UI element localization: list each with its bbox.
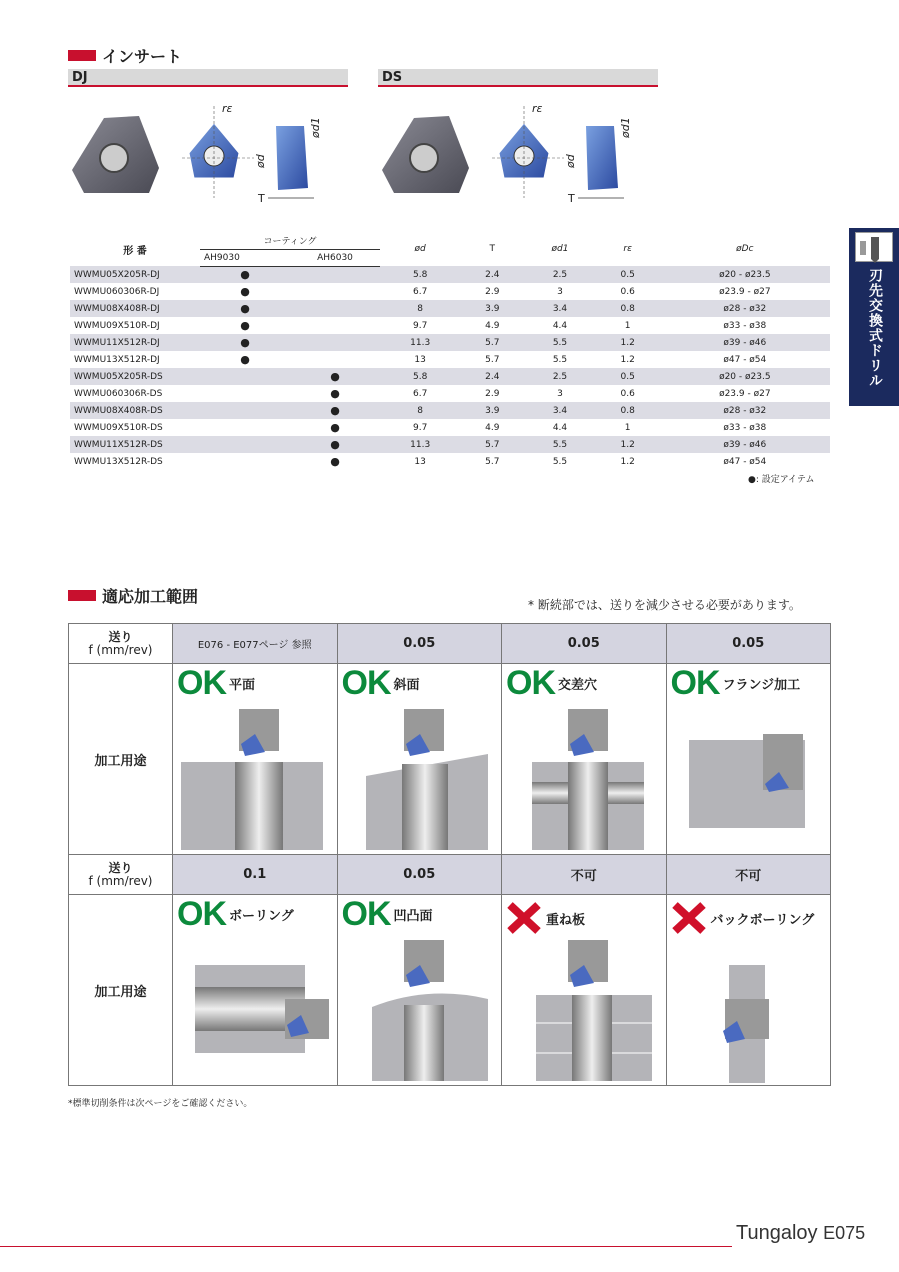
spec-cell-dc: ø47 - ø54 xyxy=(723,354,767,365)
footnote: *標準切削条件は次ページをご確認ください。 xyxy=(68,1099,253,1109)
spec-row xyxy=(70,419,830,436)
ds-t-label: T xyxy=(568,192,575,205)
feed-row-1 xyxy=(69,624,831,664)
spec-cell-model: WWMU05X205R-DS xyxy=(70,368,200,385)
ds-d1-label: ød1 xyxy=(619,117,632,138)
application-label: 凹凸面 xyxy=(393,909,433,924)
spec-cell-c2 xyxy=(290,351,380,368)
spec-cell-dc: ø47 - ø54 xyxy=(723,456,767,467)
spec-cell-d1: 3.4 xyxy=(524,402,595,419)
ds-insert-illustration xyxy=(374,98,664,210)
ok-mark xyxy=(670,664,801,702)
spec-cell-model: WWMU060306R-DJ xyxy=(74,286,160,297)
app-cell-back-boring xyxy=(667,895,831,1085)
spec-cell-re: 1 xyxy=(624,422,631,433)
app-row-1 xyxy=(69,664,831,855)
ok-text: OK xyxy=(177,895,226,933)
spec-cell-c1: ● xyxy=(240,319,250,332)
h-re: rε xyxy=(623,244,632,254)
spec-cell-t: 3.9 xyxy=(460,300,524,317)
spec-cell-c2 xyxy=(290,317,380,334)
spec-cell-dc: ø28 - ø32 xyxy=(660,300,830,317)
spec-table xyxy=(70,232,830,470)
spec-cell-dc: ø23.9 - ø27 xyxy=(719,388,771,399)
app-cell-uneven xyxy=(338,895,502,1085)
ok-text: OK xyxy=(670,664,720,702)
brand-name: Tungaloy xyxy=(736,1222,818,1244)
spec-cell-c2 xyxy=(290,283,380,300)
spec-cell-t: 5.7 xyxy=(460,436,524,453)
spec-cell-d: 11.3 xyxy=(380,436,460,453)
subhead-dj: DJ xyxy=(68,69,348,87)
spec-cell-t: 5.7 xyxy=(485,354,500,365)
spec-cell-re: 1.2 xyxy=(596,436,660,453)
spec-cell-dc: ø33 - ø38 xyxy=(723,422,767,433)
spec-cell-d1: 5.5 xyxy=(552,354,568,365)
app-cell-cross-hole xyxy=(502,664,666,854)
spec-cell-d: 5.8 xyxy=(380,266,460,283)
h-dc: øDc xyxy=(736,244,754,254)
dj-insert-illustration xyxy=(64,98,354,210)
spec-cell-c1: ● xyxy=(200,266,290,283)
spec-cell-dc: ø23.9 - ø27 xyxy=(719,286,771,297)
h-ah6030: AH6030 xyxy=(290,249,380,266)
feed-cell: 0.05 xyxy=(666,624,831,664)
spec-cell-d1: 4.4 xyxy=(552,320,568,331)
feed-cell: 0.05 xyxy=(337,855,502,895)
spec-cell-d1: 2.5 xyxy=(524,266,595,283)
ng-cross-icon xyxy=(671,901,815,935)
dj-re-label: rε xyxy=(222,102,233,115)
spec-cell-c2: ● xyxy=(330,421,340,434)
spec-cell-d1: 2.5 xyxy=(524,368,595,385)
spec-cell-re: 0.5 xyxy=(596,266,660,283)
spec-cell-model: WWMU08X408R-DJ xyxy=(70,300,200,317)
spec-cell-t: 5.7 xyxy=(485,456,500,467)
spec-cell-d: 13 xyxy=(414,354,426,365)
spec-cell-c2: ● xyxy=(290,402,380,419)
spec-cell-d1: 5.5 xyxy=(524,436,595,453)
spec-row xyxy=(70,334,830,351)
spec-cell-d: 6.7 xyxy=(412,388,428,399)
spec-cell-c1: ● xyxy=(240,353,250,366)
spec-cell-re: 1 xyxy=(624,320,631,331)
spec-cell-model: WWMU13X512R-DS xyxy=(74,456,163,467)
ok-mark xyxy=(177,664,256,702)
spec-cell-model: WWMU05X205R-DJ xyxy=(70,266,200,283)
feed-label xyxy=(69,624,173,664)
feed-label xyxy=(69,855,173,895)
application-label: 重ね板 xyxy=(546,912,586,928)
spec-cell-re: 0.6 xyxy=(620,286,635,297)
spec-cell-c2: ● xyxy=(330,455,340,468)
spec-cell-c2 xyxy=(290,334,380,351)
spec-cell-d1: 5.5 xyxy=(524,334,595,351)
spec-row xyxy=(70,436,830,453)
spec-cell-d1: 3.4 xyxy=(524,300,595,317)
spec-cell-t: 5.7 xyxy=(460,334,524,351)
ng-cross-icon xyxy=(506,901,585,935)
app-cell-stacked-plates xyxy=(502,895,666,1085)
drill-icon xyxy=(855,232,893,262)
page-number: E075 xyxy=(823,1223,866,1243)
feed-label-unit: f (mm/rev) xyxy=(88,873,153,888)
feed-cell: 0.05 xyxy=(337,624,502,664)
spec-cell-c2 xyxy=(290,266,380,283)
spec-row xyxy=(70,300,830,317)
ok-mark xyxy=(177,895,294,933)
cross-icon xyxy=(506,901,542,935)
spec-cell-dc: ø28 - ø32 xyxy=(660,402,830,419)
spec-cell-d: 8 xyxy=(380,300,460,317)
spec-row xyxy=(70,368,830,385)
spec-cell-model: WWMU08X408R-DS xyxy=(70,402,200,419)
interrupted-note: * 断続部では、送りを減少させる必要があります。 xyxy=(528,598,801,612)
spec-cell-d1: 5.5 xyxy=(552,456,568,467)
section-title-text: インサート xyxy=(102,47,183,66)
spec-row xyxy=(70,317,830,334)
feed-cell: 不可 xyxy=(666,855,831,895)
section-title-text: 適応加工範囲 xyxy=(102,587,199,606)
spec-cell-d: 11.3 xyxy=(380,334,460,351)
spec-cell-re: 0.6 xyxy=(620,388,635,399)
spec-cell-c1 xyxy=(200,436,290,453)
spec-cell-d: 8 xyxy=(380,402,460,419)
spec-cell-c2 xyxy=(290,300,380,317)
spec-cell-c2: ● xyxy=(330,387,340,400)
spec-cell-d: 13 xyxy=(414,456,426,467)
app-cell-slope xyxy=(338,664,502,854)
spec-cell-t: 2.4 xyxy=(460,266,524,283)
spec-cell-model: WWMU11X512R-DS xyxy=(70,436,200,453)
spec-cell-d: 6.7 xyxy=(412,286,428,297)
spec-cell-c1 xyxy=(200,402,290,419)
application-label: 交差穴 xyxy=(558,678,598,693)
feed-label-main: 送り xyxy=(108,629,133,644)
spec-cell-model: WWMU13X512R-DJ xyxy=(74,354,160,365)
app-label: 加工用途 xyxy=(69,895,173,1086)
ok-text: OK xyxy=(177,664,226,702)
ok-mark xyxy=(341,895,433,933)
side-tab xyxy=(849,228,899,406)
section-marker xyxy=(68,50,96,61)
h-d1: ød1 xyxy=(551,244,569,254)
spec-row xyxy=(70,453,830,470)
spec-cell-d: 5.8 xyxy=(380,368,460,385)
spec-cell-re: 1.2 xyxy=(620,456,635,467)
ok-text: OK xyxy=(506,664,555,702)
spec-cell-re: 1.2 xyxy=(620,354,635,365)
spec-cell-re: 1.2 xyxy=(596,334,660,351)
spec-cell-c1 xyxy=(200,453,290,470)
ds-d-label: ød xyxy=(564,154,577,168)
subhead-ds: DS xyxy=(378,69,658,87)
h-t: T xyxy=(489,244,496,254)
h-coating: コーティング xyxy=(200,232,380,249)
spec-cell-c1 xyxy=(200,368,290,385)
application-label: ボーリング xyxy=(229,909,294,924)
spec-cell-model: WWMU09X510R-DS xyxy=(74,422,163,433)
application-label: 平面 xyxy=(229,678,256,693)
ds-re-label: rε xyxy=(532,102,543,115)
spec-row xyxy=(70,283,830,300)
section-marker xyxy=(68,590,96,601)
application-label: フランジ加工 xyxy=(722,678,801,693)
spec-cell-c1: ● xyxy=(240,285,250,298)
spec-cell-d1: 3 xyxy=(557,388,563,399)
spec-legend: ●: 設定アイテム xyxy=(748,475,815,485)
app-row-2 xyxy=(69,895,831,1086)
spec-cell-c1 xyxy=(200,385,290,402)
feed-cell: E076 - E077ページ 参照 xyxy=(173,624,338,664)
spec-cell-c1: ● xyxy=(200,300,290,317)
spec-row xyxy=(70,351,830,368)
spec-cell-d1: 3 xyxy=(557,286,563,297)
h-model: 形 番 xyxy=(123,245,147,257)
spec-cell-dc: ø20 - ø23.5 xyxy=(660,368,830,385)
spec-cell-dc: ø20 - ø23.5 xyxy=(660,266,830,283)
ok-mark xyxy=(506,664,598,702)
spec-cell-c2: ● xyxy=(290,368,380,385)
feed-cell: 0.1 xyxy=(173,855,338,895)
application-label: バックボーリング xyxy=(710,912,815,928)
feed-label-main: 送り xyxy=(108,860,133,875)
spec-cell-t: 2.9 xyxy=(485,388,500,399)
cross-icon xyxy=(671,901,707,935)
h-ah9030: AH9030 xyxy=(200,249,290,266)
spec-cell-re: 0.8 xyxy=(596,300,660,317)
spec-cell-re: 0.8 xyxy=(596,402,660,419)
spec-row xyxy=(70,266,830,283)
spec-cell-dc: ø39 - ø46 xyxy=(660,334,830,351)
spec-row xyxy=(70,402,830,419)
footer-rule xyxy=(0,1246,732,1247)
spec-cell-d: 9.7 xyxy=(412,320,428,331)
spec-cell-model: WWMU09X510R-DJ xyxy=(74,320,160,331)
app-label: 加工用途 xyxy=(69,664,173,855)
spec-cell-model: WWMU11X512R-DJ xyxy=(70,334,200,351)
spec-cell-c1: ● xyxy=(200,334,290,351)
spec-cell-d1: 4.4 xyxy=(552,422,568,433)
dj-d-label: ød xyxy=(254,154,267,168)
spec-row xyxy=(70,385,830,402)
feed-cell: 0.05 xyxy=(502,624,667,664)
dj-d1-label: ød1 xyxy=(309,117,322,138)
section-title-insert xyxy=(68,44,182,67)
ok-text: OK xyxy=(341,664,391,702)
spec-cell-t: 4.9 xyxy=(485,320,500,331)
feed-row-2 xyxy=(69,855,831,895)
spec-cell-t: 2.4 xyxy=(460,368,524,385)
h-d: ød xyxy=(414,244,426,254)
ok-mark xyxy=(341,664,420,702)
spec-cell-c1 xyxy=(200,419,290,436)
application-table xyxy=(68,623,831,1086)
spec-cell-model: WWMU060306R-DS xyxy=(74,388,163,399)
spec-cell-t: 2.9 xyxy=(485,286,500,297)
application-label: 斜面 xyxy=(393,678,420,693)
spec-cell-t: 4.9 xyxy=(485,422,500,433)
app-cell-flange xyxy=(667,664,831,854)
spec-cell-dc: ø33 - ø38 xyxy=(723,320,767,331)
section-title-application xyxy=(68,584,198,607)
ok-text: OK xyxy=(341,895,391,933)
dj-t-label: T xyxy=(258,192,265,205)
spec-cell-c2: ● xyxy=(290,436,380,453)
app-cell-face xyxy=(173,664,337,854)
spec-cell-dc: ø39 - ø46 xyxy=(660,436,830,453)
feed-cell: 不可 xyxy=(502,855,667,895)
footer-brand xyxy=(736,1222,865,1245)
side-tab-label: 刃先交換式ドリル xyxy=(867,268,883,388)
feed-label-unit: f (mm/rev) xyxy=(88,642,153,657)
spec-cell-d: 9.7 xyxy=(412,422,428,433)
spec-cell-t: 3.9 xyxy=(460,402,524,419)
app-cell-boring xyxy=(173,895,337,1085)
spec-cell-re: 0.5 xyxy=(596,368,660,385)
